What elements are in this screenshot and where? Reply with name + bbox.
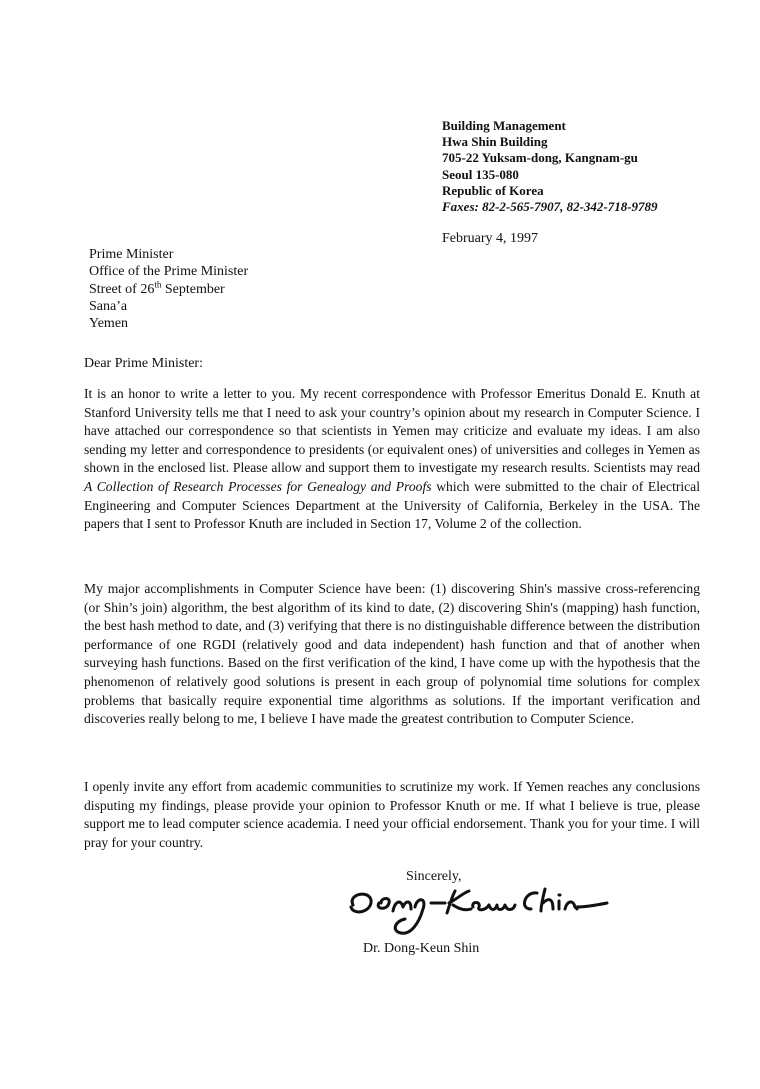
handwritten-signature	[345, 883, 610, 943]
body-paragraph-3: I openly invite any effort from academic communities to scrutinize my work. If Yemen reaches any conclusions disputing my findings, please provide your opinion to Professor Knuth or me. If what I believe is true, please support me to lead computer science academia. I need your official endorsement. Thank you for your time. I will pray for your country.	[84, 779, 700, 850]
body-paragraph-2: My major accomplishments in Computer Science have been: (1) discovering Shin's massive cross-referencing (or Shin’s join) algorithm, the best algorithm of its kind to date, (2) discovering Shin's (mapping) hash function, the best hash method to date, and (3) verifying that there is no distinguishable difference between the distribution performance of one RGDI (relatively good and data independent) hash function and that of another when surveying hash functions. Based on the first verification of the kind, I have come up with the hypothesis that the phenomenon of relatively good solutions is present in each group of polynomial time solutions for complex problems that basically require exponential time algorithms as solutions. If the important verification and discoveries really belong to me, I believe I have made the greatest contribution to Computer Science.	[84, 581, 700, 727]
recipient-address-block	[89, 246, 248, 332]
sender-faxes: Faxes: 82-2-565-7907, 82-342-718-9789	[442, 199, 658, 215]
sender-line: 705-22 Yuksam-dong, Kangnam-gu	[442, 150, 638, 166]
sender-line: Building Management	[442, 118, 566, 133]
recipient-line: Sana’a	[89, 298, 128, 314]
body-paragraph-1: It is an honor to write a letter to you. My recent correspondence with Professor Emeritus Donald E. Knuth at Stanford University tells me that I need to ask your country’s opinion about my research in Computer Science. I have attached our correspondence so that scientists in Yemen may criticize and evaluate my ideas. I am also sending my letter and correspondence to presidents (or equivalent ones) of universities and colleges in Yemen as shown in the enclosed list. Please allow and support them to investigate my research results. Scientists may read A Collection of Research Processes for Genealogy and Proofs which were submitted to the chair of Electrical Engineering and Computer Sciences Department at the University of California, Berkeley in the USA. The papers that I sent to Professor Knuth are included in Section 17, Volume 2 of the collection.	[84, 386, 700, 532]
sender-line: Hwa Shin Building	[442, 134, 548, 150]
sender-line: Seoul 135-080	[442, 166, 519, 182]
recipient-line: Office of the Prime Minister	[89, 264, 249, 280]
signer-name: Dr. Dong-Keun Shin	[363, 941, 480, 956]
ordinal-suffix: th	[154, 278, 162, 289]
letter-date: February 4, 1997	[442, 231, 539, 246]
recipient-line: Prime Minister	[89, 247, 174, 262]
recipient-line: Yemen	[89, 316, 129, 332]
sender-address-block	[442, 118, 658, 215]
collection-title: A Collection of Research Processes for Genealogy and Proofs	[84, 478, 432, 494]
sender-line: Republic of Korea	[442, 182, 544, 198]
recipient-street: Street of 26th September	[89, 278, 225, 297]
closing: Sincerely,	[406, 869, 462, 884]
salutation: Dear Prime Minister:	[84, 356, 203, 371]
